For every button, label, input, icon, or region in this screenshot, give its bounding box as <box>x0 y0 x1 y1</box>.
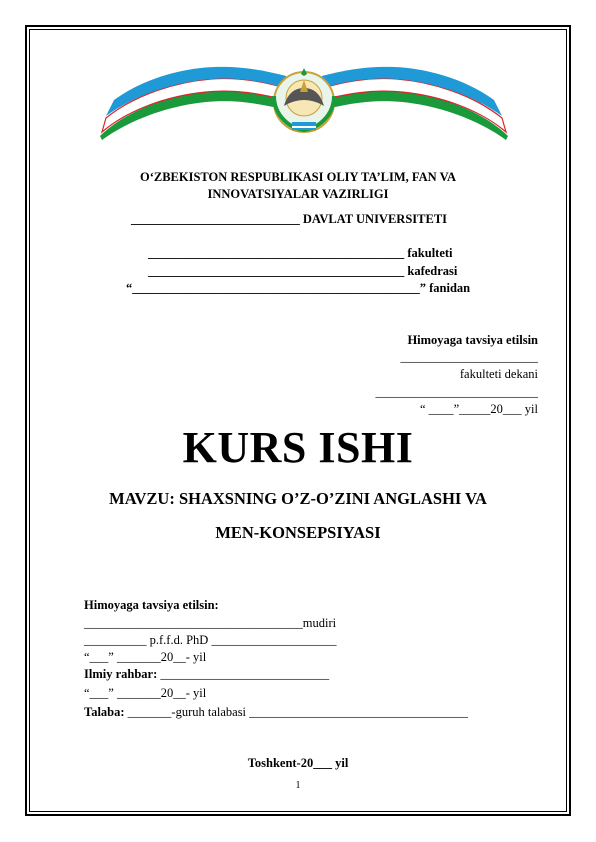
student-label: Talaba: <box>84 705 125 719</box>
subject-label: ” fanidan <box>419 281 471 295</box>
student-name-blank[interactable]: ___________________________________ <box>249 705 468 719</box>
subject-line <box>126 281 470 296</box>
university-blank[interactable]: ___________________________ <box>131 212 300 226</box>
student-group-blank[interactable]: _______ <box>127 705 172 719</box>
subject-blank[interactable]: ______________________________________________ <box>132 281 420 295</box>
student-group-label: -guruh talabasi <box>171 705 247 719</box>
name-blank[interactable]: __________ <box>84 633 147 647</box>
topic-line-2: MEN-KONSEPSIYASI <box>215 523 381 542</box>
student-line <box>84 705 468 720</box>
signature-blank[interactable]: ____________________ <box>211 633 337 647</box>
date-line-1[interactable]: “___” _______20__- yil <box>84 650 207 664</box>
city-year: Toshkent-20___ yil <box>247 756 349 770</box>
department-line <box>148 264 457 279</box>
approval-right-blank-2[interactable]: __________________________ <box>375 385 538 399</box>
advisor-label: Ilmiy rahbar: <box>84 667 158 681</box>
advisor-line <box>84 667 329 682</box>
date-line-2[interactable]: “___” _______20__- yil <box>84 686 207 700</box>
head-label: mudiri <box>302 616 337 630</box>
advisor-blank[interactable]: ___________________________ <box>160 667 330 681</box>
degree-label: p.f.f.d. PhD <box>149 633 209 647</box>
state-emblem-with-flags-icon <box>96 66 512 140</box>
topic-line-1: MAVZU: SHAXSNING O’Z-O’ZINI ANGLASHI VA <box>109 489 487 508</box>
approval-right-heading: Himoyaga tavsiya etilsin <box>407 333 538 347</box>
dean-label: fakulteti dekani <box>459 367 538 381</box>
approval-right-blank-1[interactable]: ______________________ <box>400 350 538 364</box>
degree-line <box>84 633 336 648</box>
faculty-line <box>148 246 453 261</box>
head-line <box>84 616 336 631</box>
subject-open-quote: “ <box>126 281 133 295</box>
approval-right-date[interactable]: “ ____”_____20___ yil <box>419 402 538 416</box>
head-blank[interactable]: ___________________________________ <box>84 616 303 630</box>
faculty-label: fakulteti <box>407 246 453 260</box>
university-line <box>131 212 447 227</box>
university-suffix: DAVLAT UNIVERSITETI <box>302 212 448 226</box>
ministry-line-2: INNOVATSIYALAR VAZIRLIGI <box>207 187 389 201</box>
faculty-blank[interactable]: _________________________________________ <box>148 246 405 260</box>
department-label: kafedrasi <box>407 264 458 278</box>
department-blank[interactable]: _________________________________________ <box>148 264 405 278</box>
document-title: KURS ISHI <box>182 423 414 472</box>
approval-left-heading: Himoyaga tavsiya etilsin: <box>84 598 219 612</box>
page-number: 1 <box>295 780 301 791</box>
ministry-line-1: O‘ZBEKISTON RESPUBLIKASI OLIY TA’LIM, FAN VA <box>139 170 457 184</box>
